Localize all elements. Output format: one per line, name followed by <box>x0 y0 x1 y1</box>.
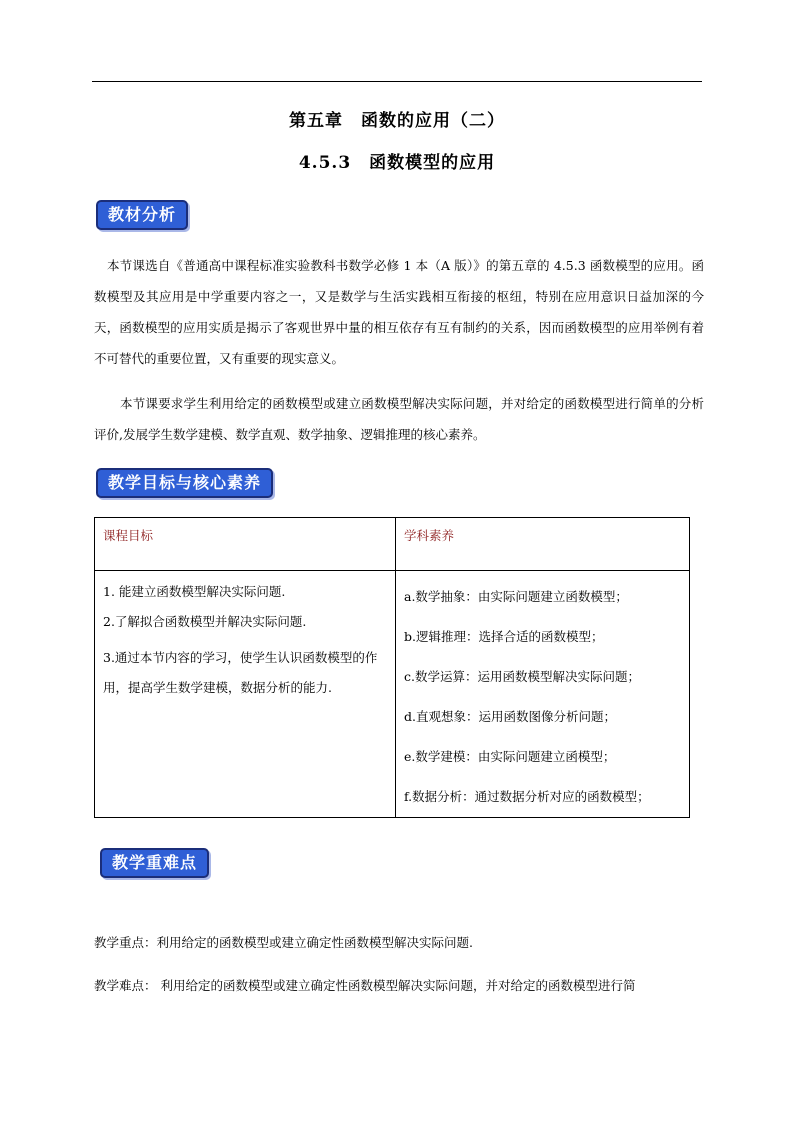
goals-literacy-badge: 教学目标与核心素养 <box>96 468 273 498</box>
subject-literacy-cell <box>396 571 690 818</box>
teaching-focus: 教学重点：利用给定的函数模型或建立确定性函数模型解决实际问题. <box>94 935 473 950</box>
literacy-item-f: f.数据分析：通过数据分析对应的函数模型； <box>404 789 650 804</box>
goal-item-3: 3.通过本节内容的学习，使学生认识函数模型的作用，提高学生数学建模，数据分析的能力. <box>103 650 378 695</box>
literacy-item-b: b.逻辑推理：选择合适的函数模型； <box>404 629 604 644</box>
analysis-paragraph-1: 本节课选自《普通高中课程标准实验教科书数学必修 1 本（A 版）》的第五章的 4.5.3 函数模型的应用。函数模型及其应用是中学重要内容之一，又是数学与生活实践相互衔接的枢纽，特别在应用意识日益加深的今天，函数模型的应用实质是揭示了客观世界中量的相互依存有互有制约的关系，因而函数模型的应用举例有着不可替代的重要位置，又有重要的现实意义。 <box>94 258 704 366</box>
goals-table-header-row <box>95 518 690 571</box>
goals-table-row <box>95 571 690 818</box>
analysis-paragraph-2: 本节课要求学生利用给定的函数模型或建立函数模型解决实际问题，并对给定的函数模型进行简单的分析评价,发展学生数学建模、数学直观、数学抽象、逻辑推理的核心素养。 <box>94 396 704 442</box>
header-rule <box>92 81 702 82</box>
goal-item-2: 2.了解拟合函数模型并解决实际问题. <box>103 614 307 629</box>
course-goals-header: 课程目标 <box>95 518 396 571</box>
textbook-analysis-badge: 教材分析 <box>96 200 188 230</box>
goal-item-1: 1. 能建立函数模型解决实际问题. <box>103 584 286 599</box>
chapter-title: 第五章 函数的应用（二） <box>289 111 505 131</box>
literacy-item-d: d.直观想象：运用函数图像分析问题； <box>404 709 616 724</box>
course-goals-cell <box>95 571 396 818</box>
key-difficult-badge: 教学重难点 <box>100 848 209 878</box>
literacy-item-a: a.数学抽象：由实际问题建立函数模型； <box>404 589 628 604</box>
teaching-difficulty: 教学难点： 利用给定的函数模型或建立确定性函数模型解决实际问题，并对给定的函数模型进行简 <box>94 978 636 993</box>
goals-table <box>94 517 690 818</box>
literacy-item-c: c.数学运算：运用函数模型解决实际问题； <box>404 669 640 684</box>
section-title: 4.5.3 函数模型的应用 <box>298 153 496 173</box>
literacy-item-e: e.数学建模：由实际问题建立函模型； <box>404 749 616 764</box>
subject-literacy-header: 学科素养 <box>396 518 690 571</box>
